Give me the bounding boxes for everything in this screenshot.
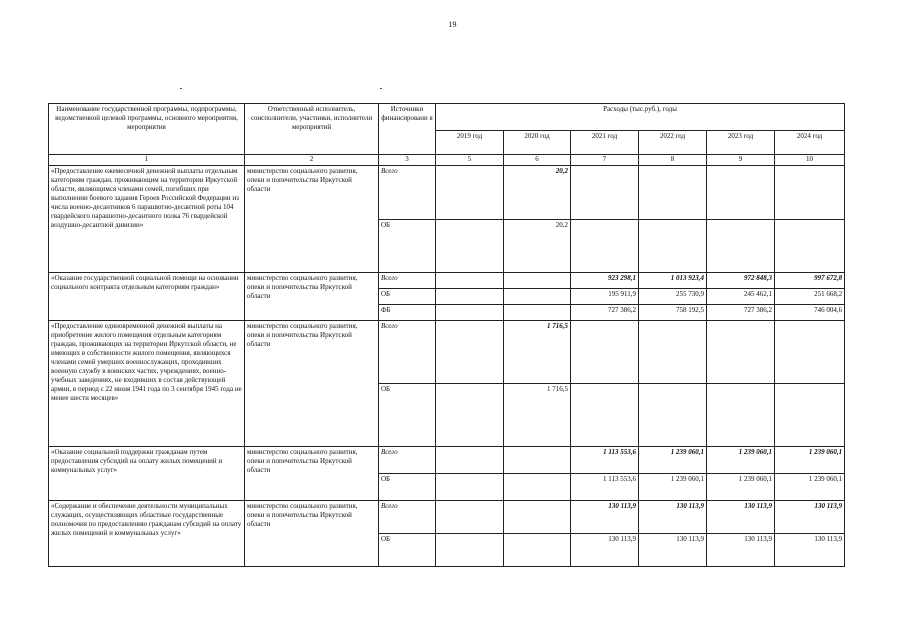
measure-executor: министерство социального развития, опеки и попечительства Иркутской области	[245, 447, 379, 501]
measure-name: «Предоставление ежемесячной денежной выплаты отдельным категориям граждан, проживающим на территории Иркутской области, являющимся членами семей, погибших при выполнении боевого задания Героев Российской Федерации из числа военно-десантников 6 парашютно-десантной роты 104 гвардейского парашютно-десантного полка 76 гвардейской воздушно-десантной дивизии»	[49, 166, 245, 273]
measure-name: «Оказание социальной поддержки гражданам путем предоставления субсидий на оплату жилых помещений и коммунальных услуг»	[49, 447, 245, 501]
header-year: 2022 год	[639, 131, 707, 155]
header-name: Наименование государственной программы, подпрограммы, ведомственной целевой программы, основного мероприятия, мероприятия	[49, 104, 245, 155]
table-row	[49, 321, 845, 384]
header-executor: Ответственный исполнитель, соисполнители, участники, исполнители мероприятий	[245, 104, 379, 155]
funding-source: ОБ	[379, 474, 436, 501]
value-cell: 1 716,5	[504, 321, 571, 384]
column-index-row	[49, 155, 845, 166]
value-cell: 758 192,5	[639, 305, 707, 321]
measure-name: «Предоставление единовременной денежной выплаты на приобретение жилого помещения отдельным категориям граждан, проживающих на территории Иркутской области, не имеющих в собственности жилого помещения, являющихся членами семей умерших военнослужащих, проходивших военную службу в воинских частях, учреждениях, военно-учебных заведениях, не входивших в состав действующей армии, в период с 22 июня 1941 года по 3 сентября 1945 года не менее шести месяцев»	[49, 321, 245, 447]
value-cell	[436, 289, 504, 305]
value-cell: 727 386,2	[571, 305, 639, 321]
value-cell	[571, 166, 639, 220]
funding-source: Всего	[379, 273, 436, 289]
funding-source: Всего	[379, 321, 436, 384]
funding-source: Всего	[379, 501, 436, 534]
table-row	[49, 501, 845, 534]
value-cell: 130 113,9	[775, 534, 845, 567]
measure-name: «Содержание и обеспечение деятельности муниципальных служащих, осуществляющих областные государственные полномочия по предоставлению гражданам субсидий на оплату жилых помещений и коммунальных услуг»	[49, 501, 245, 567]
funding-source: ОБ	[379, 220, 436, 273]
header-year: 2021 год	[571, 131, 639, 155]
value-cell	[639, 220, 707, 273]
value-cell: 20,2	[504, 166, 571, 220]
measure-executor: министерство социального развития, опеки и попечительства Иркутской области	[245, 501, 379, 567]
value-cell: 130 113,9	[707, 534, 775, 567]
header-year: 2024 год	[775, 131, 845, 155]
value-cell: 1 239 060,1	[639, 447, 707, 474]
column-index: 9	[707, 155, 775, 166]
column-index: 8	[639, 155, 707, 166]
value-cell: 746 004,6	[775, 305, 845, 321]
value-cell	[639, 384, 707, 447]
measure-executor: министерство социального развития, опеки и попечительства Иркутской области	[245, 321, 379, 447]
measure-executor: министерство социального развития, опеки и попечительства Иркутской области	[245, 166, 379, 273]
funding-source: Всего	[379, 166, 436, 220]
value-cell	[707, 321, 775, 384]
value-cell: 1 716,5	[504, 384, 571, 447]
value-cell	[707, 166, 775, 220]
column-index: 10	[775, 155, 845, 166]
funding-source: ФБ	[379, 305, 436, 321]
table-body	[49, 166, 845, 567]
value-cell: 130 113,9	[775, 501, 845, 534]
value-cell: 1 239 060,1	[707, 474, 775, 501]
column-index: 2	[245, 155, 379, 166]
value-cell: 245 462,1	[707, 289, 775, 305]
column-index: 1	[49, 155, 245, 166]
table-row	[49, 447, 845, 474]
value-cell: 1 239 060,1	[775, 447, 845, 474]
value-cell: 195 911,9	[571, 289, 639, 305]
column-index: 5	[436, 155, 504, 166]
value-cell: 997 672,8	[775, 273, 845, 289]
value-cell: 130 113,9	[571, 534, 639, 567]
value-cell: 20,2	[504, 220, 571, 273]
value-cell: 255 730,9	[639, 289, 707, 305]
value-cell	[436, 501, 504, 534]
header-expenses: Расходы (тыс.руб.), годы	[436, 104, 845, 131]
column-index: 3	[379, 155, 436, 166]
value-cell	[775, 384, 845, 447]
value-cell	[504, 534, 571, 567]
column-index: 6	[504, 155, 571, 166]
value-cell: 923 298,1	[571, 273, 639, 289]
value-cell	[436, 534, 504, 567]
measure-executor: министерство социального развития, опеки и попечительства Иркутской области	[245, 273, 379, 321]
value-cell	[571, 220, 639, 273]
funding-source: ОБ	[379, 384, 436, 447]
value-cell: 972 848,3	[707, 273, 775, 289]
value-cell	[504, 501, 571, 534]
value-cell: 251 668,2	[775, 289, 845, 305]
header-source: Источники финансировани я	[379, 104, 436, 155]
funding-source: ОБ	[379, 534, 436, 567]
column-index: 7	[571, 155, 639, 166]
value-cell	[571, 384, 639, 447]
value-cell: 130 113,9	[707, 501, 775, 534]
value-cell	[775, 166, 845, 220]
value-cell	[775, 220, 845, 273]
value-cell	[436, 305, 504, 321]
value-cell	[639, 321, 707, 384]
value-cell	[504, 273, 571, 289]
value-cell: 130 113,9	[571, 501, 639, 534]
value-cell	[504, 474, 571, 501]
value-cell	[571, 321, 639, 384]
value-cell	[436, 447, 504, 474]
value-cell	[504, 447, 571, 474]
value-cell: 727 386,2	[707, 305, 775, 321]
header-year: 2023 год	[707, 131, 775, 155]
value-cell: 1 239 060,1	[639, 474, 707, 501]
value-cell	[504, 305, 571, 321]
value-cell: 1 239 060,1	[775, 474, 845, 501]
value-cell	[436, 384, 504, 447]
value-cell: 1 113 553,6	[571, 447, 639, 474]
table-header	[49, 104, 845, 166]
measure-name: «Оказание государственной социальной помощи на основании социального контракта отдельным категориям граждан»	[49, 273, 245, 321]
page-number: 19	[448, 20, 457, 29]
header-year: 2019 год	[436, 131, 504, 155]
value-cell	[436, 220, 504, 273]
value-cell: 130 113,9	[639, 501, 707, 534]
funding-source: Всего	[379, 447, 436, 474]
value-cell: 1 013 923,4	[639, 273, 707, 289]
header-year: 2020 год	[504, 131, 571, 155]
table-row	[49, 166, 845, 220]
table-row	[49, 273, 845, 289]
value-cell	[436, 166, 504, 220]
scan-speck	[180, 88, 182, 89]
value-cell	[707, 384, 775, 447]
expenses-table	[48, 103, 845, 567]
value-cell	[775, 321, 845, 384]
value-cell	[504, 289, 571, 305]
value-cell: 1 239 060,1	[707, 447, 775, 474]
funding-source: ОБ	[379, 289, 436, 305]
value-cell	[436, 474, 504, 501]
value-cell	[436, 273, 504, 289]
value-cell: 130 113,9	[639, 534, 707, 567]
value-cell	[436, 321, 504, 384]
value-cell: 1 113 553,6	[571, 474, 639, 501]
scan-speck	[380, 88, 382, 89]
value-cell	[707, 220, 775, 273]
value-cell	[639, 166, 707, 220]
